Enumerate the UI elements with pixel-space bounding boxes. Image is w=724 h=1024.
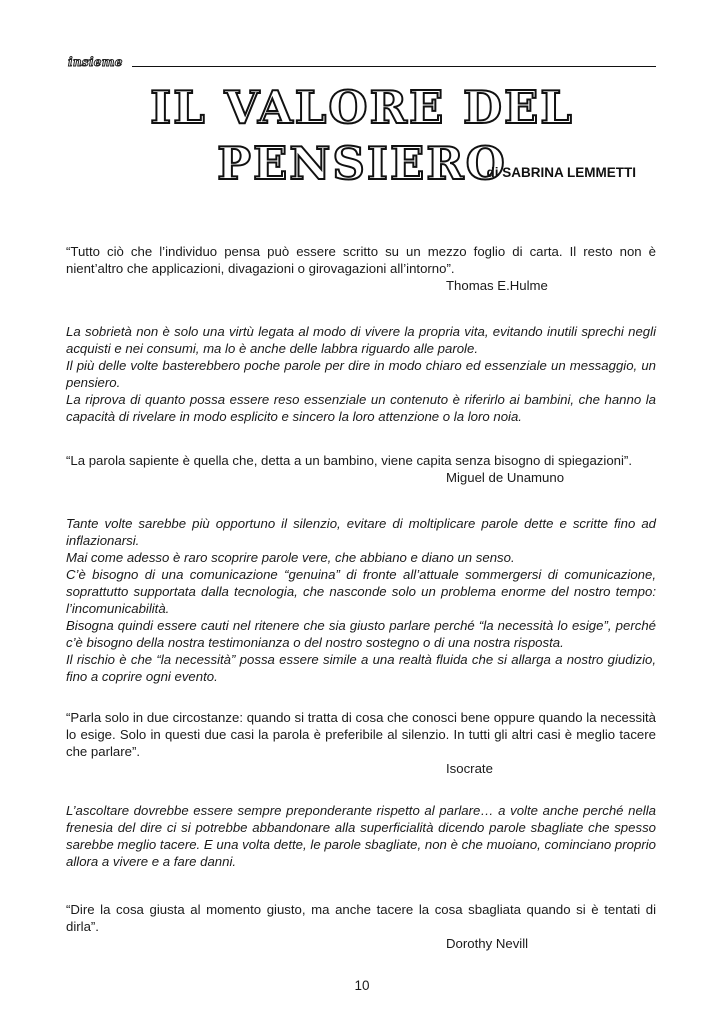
page-title: IL VALORE DEL PENSIERO [150, 81, 574, 190]
paragraph-line: Mai come adesso è raro scoprire parole vere, che abbiano e diano un senso. [66, 550, 515, 565]
quote-text: “Tutto ciò che l’individuo pensa può essere scritto su un mezzo foglio di carta. Il resto non è nient’altro che applicazioni, divagazioni o girovagazioni all’intorno”. [66, 244, 656, 276]
quote-author: Isocrate [446, 761, 493, 776]
header-row [68, 55, 656, 69]
quote-author: Dorothy Nevill [446, 936, 529, 951]
paragraph-line: La riprova di quanto possa essere reso essenziale un contenuto è riferirlo ai bambini, che hanno la capacità di rivelare in modo esplicito e sincero la loro attenzione o la loro noia. [66, 392, 656, 424]
paragraph-line: L’ascoltare dovrebbe essere sempre preponderante rispetto al parlare… a volte anche perché nella frenesia del dire ci si potrebbe abbandonare alla superficialità dicendo parole sbagliate che spesso sarebbe meglio tacere. E una volta dette, le parole sbagliate, non è che muoiano, cominciano proprio allora a vivere e a fare danni. [66, 803, 656, 869]
paragraph-2 [66, 515, 656, 685]
paragraph-1 [66, 323, 656, 425]
paragraph-line: Tante volte sarebbe più opportuno il silenzio, evitare di moltiplicare parole dette e scritte fino ad inflazionarsi. [66, 516, 656, 548]
brand-logo: insieme [68, 55, 123, 69]
paragraph-line: La sobrietà non è solo una virtù legata al modo di vivere la propria vita, evitando inutili sprechi negli acquisti e nei consumi, ma lo è anche delle labbra riguardo alle parole. [66, 324, 656, 356]
quote-text: “Dire la cosa giusta al momento giusto, ma anche tacere la cosa sbagliata quando si è tentati di dirla”. [66, 902, 656, 934]
paragraph-3 [66, 802, 656, 870]
paragraph-line: Il rischio è che “la necessità” possa essere simile a una realtà fluida che si allarga a nostro giudizio, fino a coprire ogni evento. [66, 652, 656, 684]
quote-1 [66, 243, 656, 294]
header-rule [132, 66, 656, 67]
quote-3 [66, 709, 656, 777]
paragraph-line: Il più delle volte basterebbero poche parole per dire in modo chiaro ed essenziale un messaggio, un pensiero. [66, 358, 656, 390]
quote-4 [66, 901, 656, 952]
page-number: 10 [354, 978, 370, 993]
quote-text: “Parla solo in due circostanze: quando si tratta di cosa che conosci bene oppure quando la necessità lo esige. Solo in questi due casi la parola è preferibile al silenzio. In tutti gli altri casi è meglio tacere che parlare”. [66, 710, 656, 759]
author-byline: di SABRINA LEMMETTI [486, 165, 636, 180]
quote-author: Thomas E.Hulme [446, 278, 548, 293]
paragraph-line: C’è bisogno di una comunicazione “genuina” di fronte all’attuale sommergersi di comunicazione, soprattutto supportata dalla tecnologia, che nasconde solo un problema enorme del nostro tempo: l’incomunicabilità. [66, 567, 656, 616]
paragraph-line: Bisogna quindi essere cauti nel ritenere che sia giusto parlare perché “la necessità lo esige”, perché c’è bisogno della nostra testimonianza o del nostro sostegno o di una nostra risposta. [66, 618, 656, 650]
quote-author: Miguel de Unamuno [446, 470, 565, 485]
quote-text: “La parola sapiente è quella che, detta a un bambino, viene capita senza bisogno di spiegazioni”. [66, 453, 632, 468]
quote-2 [66, 452, 656, 486]
